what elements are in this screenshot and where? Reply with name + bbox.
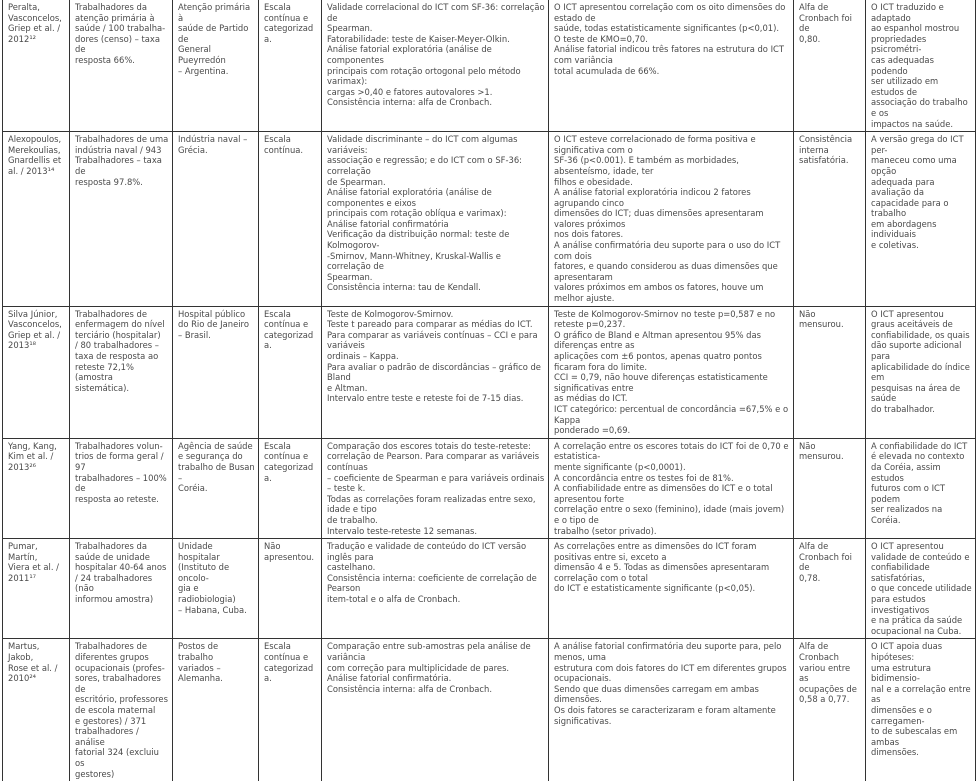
cell-text-line: CCI = 0,79, não houve diferenças estatisticamente significativas entre — [554, 372, 768, 393]
cell-text-line: Vasconcelos, — [8, 319, 62, 330]
cell-text-line: / 24 trabalhadores (não — [75, 572, 153, 594]
cell-text-line: Griep et al. / — [8, 329, 61, 340]
table-body — [3, 0, 976, 781]
cell-text-line: -Smirnov, Mann-Whitney, Kruskal-Wallis e correlação de — [327, 250, 501, 272]
cell-text-line: propriedades psicrométri- — [871, 33, 927, 55]
conclusion-cell — [866, 639, 976, 781]
setting-cell — [173, 539, 259, 639]
conclusion-cell — [866, 132, 976, 307]
cell-text-line: O gráfico de Bland e Altman apresentou 95% das diferenças entre as — [554, 329, 761, 351]
cell-text-line: nal e a correlação entre as — [871, 683, 971, 705]
setting-cell — [173, 0, 259, 132]
cell-text-line: contínua e — [264, 652, 309, 663]
cell-text-line: saúde, todas estatisticamente significantes (p<0,01). — [554, 23, 780, 34]
cell-text-line: ponderado =0,69. — [554, 425, 631, 436]
cell-text-line: O ICT apresentou — [871, 541, 944, 552]
cell-text-line: Trabalhadores de — [75, 308, 148, 319]
cell-text-line: Viera et al. / — [8, 562, 59, 573]
cell-text-line: Martus, Jakob, — [8, 641, 40, 663]
cell-text-line: dimensões do ICT; duas dimensões apresentaram valores próximos — [554, 208, 764, 229]
cell-text-line: Peralta, — [8, 2, 40, 12]
scale-cell — [259, 539, 322, 639]
cell-text-line: Escala — [264, 641, 291, 652]
cell-text-line: associação e regressão; e do ICT com o SF-36: correlação — [327, 155, 522, 176]
cell-text-line: O ICT apoia duas hipóteses: — [871, 641, 943, 663]
cell-text-line: uma estrutura bidimensio- — [871, 662, 931, 684]
cell-text-line: Alfa de — [799, 541, 829, 552]
cell-text-line: – Argentina. — [178, 65, 229, 76]
cell-text-line: variados – Alemanha. — [178, 662, 223, 684]
cell-text-line: fatorial 324 (excluiu os — [75, 747, 159, 768]
reliability-cell — [794, 539, 866, 639]
results-cell — [549, 639, 794, 781]
conclusion-cell — [866, 438, 976, 538]
cell-text-line: associação do trabalho e os — [871, 97, 968, 118]
cell-text-line: 0,78. — [799, 572, 821, 583]
cell-text-line: Kim et al. / — [8, 451, 54, 462]
cell-text-line: Não mensurou. — [799, 440, 844, 462]
cell-text-line: A confiabilidade entre as dimensões do ICT e o total apresentou forte — [554, 483, 773, 504]
cell-text-line: contínua e — [264, 451, 309, 462]
cell-text-line: Análise fatorial exploratória (análise de componentes — [327, 44, 492, 65]
cell-text-line: impactos na saúde. — [871, 118, 954, 129]
cell-text-line: Hospital público — [178, 308, 246, 319]
cell-text-line: Os dois fatores se caracterizaram e foram altamente significativas. — [554, 705, 776, 726]
cell-text-line: do ICT e estatisticamente significante (p<0,05). — [554, 583, 756, 594]
conclusion-cell — [866, 539, 976, 639]
cell-text-line: Consistência interna: alfa de Cronbach. — [327, 97, 492, 108]
cell-text-line: Trabalhadores volun- — [75, 440, 163, 451]
cell-text-line: Unidade hospitalar — [178, 541, 220, 562]
cell-text-line: Teste de Kolmogorov-Smirnov. — [327, 308, 454, 319]
cell-text-line: 2012¹² — [8, 33, 37, 44]
cell-text-line: al. / 2013¹⁴ — [8, 165, 55, 176]
cell-text-line: Pumar, Martín, — [8, 541, 38, 562]
cell-text-line: maneceu como uma opção — [871, 155, 957, 176]
conclusion-cell — [866, 0, 976, 132]
cell-text-line: diferentes grupos — [75, 652, 149, 663]
cell-text-line: Comparação entre sub-amostras pela análise de variância — [327, 641, 531, 663]
cell-text-line: do trabalhador. — [871, 403, 935, 414]
cell-text-line: Análise fatorial indicou três fatores na estrutura do ICT com variância — [554, 44, 785, 65]
population-cell — [70, 539, 173, 639]
cell-text-line: Yang, Kang, — [8, 440, 57, 451]
cell-text-line: Agência de saúde — [178, 440, 253, 451]
cell-text-line: trabalhadores – 100% de — [75, 472, 167, 494]
cell-text-line: Alfa de — [799, 641, 829, 652]
cell-text-line: Spearman. — [327, 271, 373, 282]
population-cell — [70, 639, 173, 781]
analysis-cell — [322, 639, 549, 781]
cell-text-line: total acumulada de 66%. — [554, 65, 660, 76]
cell-text-line: O teste de KMO=0,70. — [554, 33, 648, 44]
setting-cell — [173, 306, 259, 438]
cell-text-line: trabalhadores / análise — [75, 726, 139, 747]
cell-text-line: categorizada. — [264, 461, 314, 483]
table-row — [3, 438, 976, 538]
results-cell — [549, 132, 794, 307]
cell-text-line: saúde de Partido de — [178, 23, 249, 44]
scale-cell — [259, 438, 322, 538]
cell-text-line: de Spearman. — [327, 176, 386, 187]
cell-text-line: atenção primária à — [75, 12, 155, 23]
cell-text-line: de trabalho. — [327, 514, 378, 525]
cell-text-line: Análise fatorial exploratória (análise de componentes e eixos — [327, 187, 492, 208]
cell-text-line: dimensões e o carregamen- — [871, 705, 932, 726]
cell-text-line: Não — [264, 541, 281, 552]
cell-text-line: ao espanhol mostrou — [871, 23, 960, 34]
cell-text-line: Trabalhadores de — [75, 641, 148, 652]
cell-text-line: gestores) — [75, 768, 115, 779]
cell-text-line: Consistência — [799, 134, 853, 145]
cell-text-line: e segurança do — [178, 451, 243, 462]
cell-text-line: trios de forma geral / 97 — [75, 451, 164, 472]
cell-text-line: informou amostra) — [75, 594, 154, 605]
cell-text-line: Escala — [264, 2, 291, 12]
population-cell — [70, 132, 173, 307]
cell-text-line: Tradução e validade de conteúdo do ICT versão inglês para — [327, 541, 527, 562]
setting-cell — [173, 438, 259, 538]
study-cell — [3, 639, 70, 781]
cell-text-line: Escala — [264, 308, 291, 319]
cell-text-line: hospitalar 40-64 anos — [75, 562, 167, 573]
cell-text-line: adequada para avaliação da — [871, 176, 935, 198]
cell-text-line: taxa de resposta ao — [75, 351, 159, 361]
scale-cell — [259, 639, 322, 781]
cell-text-line: As correlações entre as dimensões do ICT foram positivas entre si, exceto a — [554, 541, 757, 562]
cell-text-line: A correlação entre os escores totais do ICT foi de 0,70 e estatistica- — [554, 440, 789, 462]
cell-text-line: de escola maternal — [75, 705, 156, 715]
cell-text-line: resposta 66%. — [75, 54, 135, 65]
table-row — [3, 0, 976, 132]
cell-text-line: 0,80. — [799, 33, 821, 44]
cell-text-line: aplicabilidade do índice em — [871, 361, 970, 383]
cell-text-line: – coeficiente de Spearman e para variáveis ordinais – teste k. — [327, 472, 545, 494]
cell-text-line: valores próximos em ambos os fatores, houve um melhor ajuste. — [554, 282, 764, 304]
cell-text-line: A análise fatorial exploratória indicou 2 fatores agrupando cinco — [554, 187, 751, 208]
reliability-cell — [794, 639, 866, 781]
cell-text-line: estrutura com dois fatores do ICT em diferentes grupos ocupacionais. — [554, 662, 787, 684]
conclusion-cell — [866, 306, 976, 438]
cell-text-line: indústria naval / 943 — [75, 144, 162, 155]
reliability-cell — [794, 438, 866, 538]
cell-text-line: do Rio de Janeiro — [178, 319, 249, 330]
cell-text-line: 2013²⁶ — [8, 461, 37, 472]
cell-text-line: Consistência interna: alfa de Cronbach. — [327, 683, 492, 694]
cell-text-line: apresentou. — [264, 551, 315, 562]
cell-text-line: Indústria naval – — [178, 134, 248, 145]
cell-text-line: para estudos investigativos — [871, 594, 930, 615]
cell-text-line: Postos de trabalho — [178, 641, 219, 663]
cell-text-line: contínua e — [264, 12, 309, 23]
scale-cell — [259, 306, 322, 438]
cell-text-line: futuros com o ICT podem — [871, 483, 946, 504]
cell-text-line: A confiabilidade do ICT — [871, 440, 968, 451]
cell-text-line: mente significante (p<0,0001). — [554, 461, 686, 472]
cell-text-line: ordinais – Kappa. — [327, 351, 399, 361]
analysis-cell — [322, 306, 549, 438]
cell-text-line: e Altman. — [327, 382, 368, 393]
cell-text-line: Análise fatorial confirmatória — [327, 218, 449, 229]
cell-text-line: pesquisas na área de saúde — [871, 382, 961, 404]
cell-text-line: 0,58 a 0,77. — [799, 694, 850, 705]
scale-cell — [259, 132, 322, 307]
cell-text-line: Grécia. — [178, 144, 208, 155]
cell-text-line: Silva Júnior, — [8, 308, 58, 319]
cell-text-line: graus aceitáveis de — [871, 319, 953, 330]
cell-text-line: ICT categórico: percentual de concordância =67,5% e o Kappa — [554, 403, 789, 425]
cell-text-line: A concordância entre os testes foi de 81%. — [554, 472, 734, 483]
cell-text-line: ser utilizado em estudos de — [871, 76, 939, 97]
cell-text-line: dores (censo) – taxa de — [75, 33, 160, 55]
cell-text-line: sores, trabalhadores de — [75, 673, 161, 694]
cell-text-line: Vasconcelos, — [8, 12, 62, 23]
results-cell — [549, 539, 794, 639]
table-row — [3, 639, 976, 781]
cell-text-line: trabalho de Busan – — [178, 461, 255, 483]
study-cell — [3, 539, 70, 639]
cell-text-line: 2010²⁴ — [8, 673, 37, 684]
setting-cell — [173, 132, 259, 307]
cell-text-line: O ICT apresentou — [871, 308, 944, 319]
table-row — [3, 539, 976, 639]
cell-text-line: dimensões. — [871, 747, 919, 758]
reliability-cell — [794, 306, 866, 438]
results-cell — [549, 438, 794, 538]
cell-text-line: Trabalhadores de uma — [75, 134, 169, 145]
cell-text-line: Validade correlacional do ICT com SF-36: correlação de — [327, 2, 545, 23]
cell-text-line: O ICT traduzido e adaptado — [871, 2, 944, 23]
cell-text-line: Cronbach — [799, 652, 839, 663]
cell-text-line: aplicações com ±6 pontos, apenas quatro pontos ficaram fora do limite. — [554, 351, 762, 372]
cell-text-line: enfermagem do nível — [75, 319, 165, 330]
cell-text-line: Trabalhadores da — [75, 541, 147, 552]
cell-text-line: Teste de Kolmogorov-Smirnov no teste p=0,587 e no reteste p=0,237. — [554, 308, 776, 330]
cell-text-line: contínua e — [264, 319, 309, 330]
study-cell — [3, 132, 70, 307]
cell-text-line: Merekoulias, — [8, 144, 61, 155]
study-cell — [3, 306, 70, 438]
cell-text-line: e coletivas. — [871, 240, 919, 251]
cell-text-line: principais com rotação ortogonal pelo método varimax): — [327, 65, 521, 87]
study-cell — [3, 0, 70, 132]
reliability-cell — [794, 0, 866, 132]
cell-text-line: – Habana, Cuba. — [178, 604, 247, 615]
cell-text-line: trabalho (setor privado). — [554, 525, 657, 536]
cell-text-line: correlação de Pearson. Para comparar as variáveis contínuas — [327, 451, 540, 472]
cell-text-line: contínua. — [264, 144, 304, 155]
cell-text-line: General Pueyrredón — [178, 44, 226, 65]
results-cell — [549, 306, 794, 438]
cell-text-line: satisfatória. — [799, 155, 849, 166]
cell-text-line: Consistência interna: coeficiente de correlação de Pearson — [327, 572, 537, 594]
cell-text-line: Atenção primária à — [178, 2, 251, 23]
reliability-cell — [794, 132, 866, 307]
analysis-cell — [322, 438, 549, 538]
cell-text-line: A análise confirmatória deu suporte para o uso do ICT com dois — [554, 240, 781, 261]
cell-text-line: Validade discriminante – do ICT com algumas variáveis: — [327, 134, 518, 155]
population-cell — [70, 0, 173, 132]
cell-text-line: Intervalo entre teste e reteste foi de 7-15 dias. — [327, 393, 524, 404]
cell-text-line: dimensão 4 e 5. Todas as dimensões apresentaram correlação com o total — [554, 562, 770, 583]
cell-text-line: Griep et al. / — [8, 23, 61, 34]
population-cell — [70, 306, 173, 438]
cell-text-line: Fatorabilidade: teste de Kaiser-Meyer-Olkin. — [327, 33, 510, 44]
cell-text-line: Alexopoulos, — [8, 134, 62, 145]
cell-text-line: Comparação dos escores totais do teste-reteste: — [327, 440, 531, 451]
table-row — [3, 306, 976, 438]
cell-text-line: Verificação da distribuição normal: teste de Kolmogorov- — [327, 229, 510, 251]
cell-text-line: ser realizados na Coréia. — [871, 504, 943, 525]
cell-text-line: ocupações de — [799, 683, 857, 694]
scale-cell — [259, 0, 322, 132]
cell-text-line: to de subescalas em ambas — [871, 726, 958, 747]
cell-text-line: ocupacionais (profes- — [75, 662, 165, 673]
setting-cell — [173, 639, 259, 781]
cell-text-line: gia e radiobiologia) — [178, 583, 236, 605]
cell-text-line: validade de conteúdo e — [871, 551, 970, 562]
cell-text-line: castelhano. — [327, 562, 376, 573]
cell-text-line: sistemática). — [75, 382, 130, 393]
cell-text-line: O ICT esteve correlacionado de forma positiva e significativa com o — [554, 134, 756, 155]
cell-text-line: Gnardellis et — [8, 155, 62, 166]
cell-text-line: Trabalhadores da — [75, 2, 147, 12]
cell-text-line: capacidade para o trabalho — [871, 197, 949, 219]
cell-text-line: escritório, professores — [75, 694, 168, 705]
cell-text-line: principais com rotação oblíqua e varimax): — [327, 208, 507, 219]
cell-text-line: Escala — [264, 134, 291, 145]
cell-text-line: em abordagens individuais — [871, 218, 937, 240]
cell-text-line: Trabalhadores – taxa de — [75, 155, 162, 176]
cell-text-line: e gestores) / 371 — [75, 715, 147, 726]
cell-text-line: Teste t pareado para comparar as médias do ICT. — [327, 319, 533, 330]
studies-table — [2, 0, 976, 781]
cell-text-line: item-total e o alfa de Cronbach. — [327, 594, 461, 605]
cell-text-line: SF-36 (p<0.001). E também as morbidades, absenteísmo, idade, ter — [554, 155, 739, 176]
cell-text-line: Spearman. — [327, 23, 373, 34]
study-cell — [3, 438, 70, 538]
cell-text-line: Coréia. — [178, 483, 208, 494]
cell-text-line: Não mensurou. — [799, 308, 844, 330]
cell-text-line: filhos e obesidade. — [554, 176, 633, 187]
cell-text-line: correlação entre o sexo (feminino), idade (mais jovem) e o tipo de — [554, 504, 785, 525]
cell-text-line: da Coréia, assim estudos — [871, 461, 941, 483]
analysis-cell — [322, 132, 549, 307]
cell-text-line: cas adequadas podendo — [871, 54, 934, 76]
cell-text-line: é elevada no contexto — [871, 451, 965, 462]
cell-text-line: Intervalo teste-reteste 12 semanas. — [327, 525, 478, 536]
cell-text-line: resposta 97.8%. — [75, 176, 143, 187]
cell-text-line: e na prática da saúde — [871, 615, 963, 626]
cell-text-line: resposta ao reteste. — [75, 493, 159, 504]
cell-text-line: Para avaliar o padrão de discordâncias – gráfico de Bland — [327, 361, 541, 383]
cell-text-line: saúde de unidade — [75, 551, 150, 562]
cell-text-line: com correção para multiplicidade de pares. — [327, 662, 510, 673]
cell-text-line: Consistência interna: tau de Kendall. — [327, 282, 481, 293]
cell-text-line: 2013¹⁸ — [8, 340, 37, 351]
cell-text-line: ocupacional na Cuba. — [871, 625, 962, 636]
cell-text-line: nos dois fatores. — [554, 229, 624, 240]
cell-text-line: variou entre as — [799, 662, 851, 684]
cell-text-line: confiabilidade, os quais — [871, 329, 970, 340]
cell-text-line: Análise fatorial confirmatória. — [327, 673, 452, 684]
cell-text-line: Escala — [264, 440, 291, 451]
population-cell — [70, 438, 173, 538]
cell-text-line: Sendo que duas dimensões carregam em ambas dimensões. — [554, 683, 759, 705]
cell-text-line: Rose et al. / — [8, 662, 58, 673]
cell-text-line: Cronbach foi de — [799, 551, 852, 573]
cell-text-line: reteste 72,1% (amostra — [75, 361, 134, 383]
cell-text-line: Cronbach foi de — [799, 12, 852, 34]
cell-text-line: O ICT apresentou correlação com os oito dimensões do estado de — [554, 2, 786, 23]
cell-text-line: terciário (hospitalar) — [75, 329, 161, 340]
cell-text-line: o que concede utilidade — [871, 583, 972, 594]
analysis-cell — [322, 539, 549, 639]
cell-text-line: interna — [799, 144, 829, 155]
cell-text-line: Para comparar as variáveis contínuas – CCI e para variáveis — [327, 329, 538, 351]
cell-text-line: Todas as correlações foram realizadas entre sexo, idade e tipo — [327, 493, 536, 515]
cell-text-line: (Instituto de oncolo- — [178, 562, 230, 583]
cell-text-line: categorizada. — [264, 23, 314, 44]
results-cell — [549, 0, 794, 132]
cell-text-line: confiabilidade satisfatórias, — [871, 562, 930, 583]
cell-text-line: dão suporte adicional para — [871, 340, 962, 361]
cell-text-line: saúde / 100 trabalha- — [75, 23, 166, 34]
analysis-cell — [322, 0, 549, 132]
cell-text-line: Alfa de — [799, 2, 829, 12]
cell-text-line: 2011¹⁷ — [8, 572, 37, 583]
table-row — [3, 132, 976, 307]
cell-text-line: categorizada. — [264, 329, 314, 351]
cell-text-line: / 80 trabalhadores – — [75, 340, 159, 351]
cell-text-line: as médias do ICT. — [554, 393, 628, 404]
cell-text-line: A versão grega do ICT per- — [871, 134, 964, 155]
cell-text-line: A análise fatorial confirmatória deu suporte para, pelo menos, uma — [554, 641, 782, 663]
cell-text-line: – Brasil. — [178, 329, 211, 340]
cell-text-line: cargas >0,40 e fatores autovalores >1. — [327, 86, 493, 97]
cell-text-line: fatores, e quando considerou as duas dimensões que apresentaram — [554, 261, 778, 282]
cell-text-line: categorizada. — [264, 662, 314, 684]
